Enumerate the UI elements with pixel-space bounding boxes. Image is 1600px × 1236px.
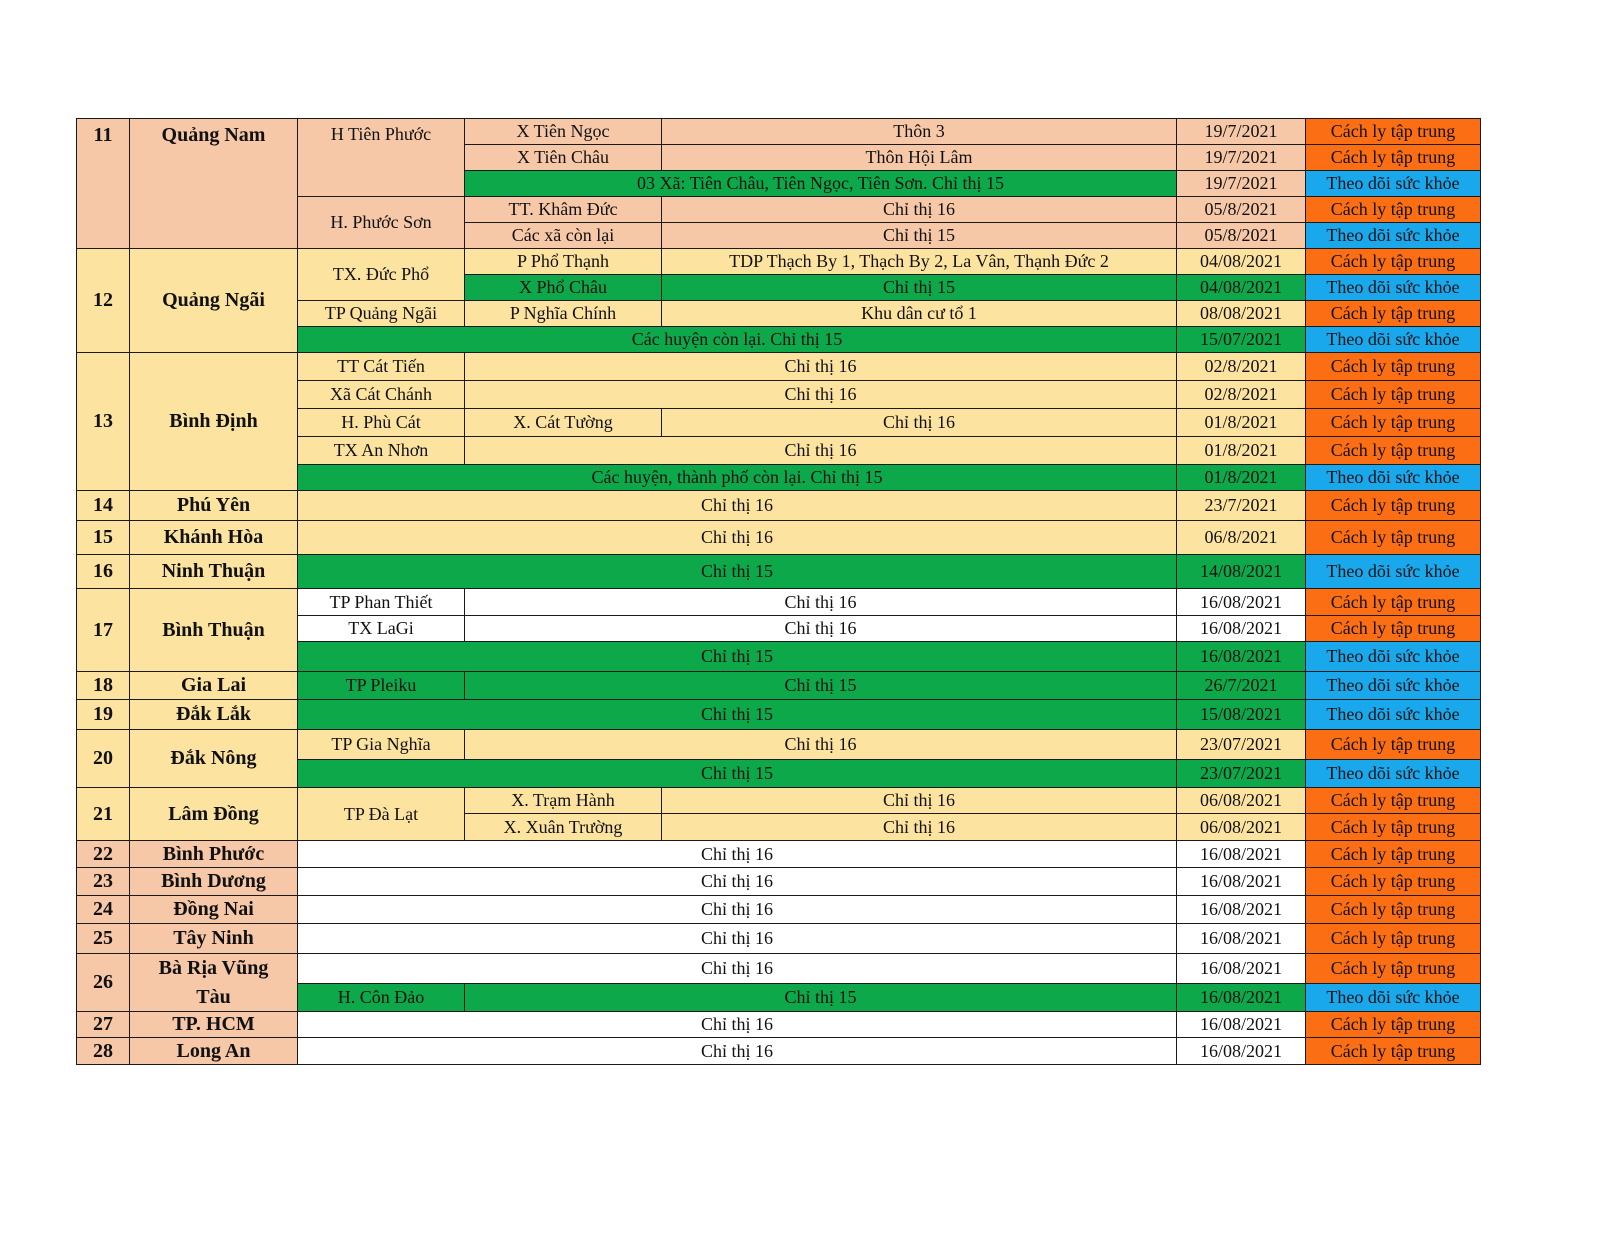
- status-cell: Cách ly tập trung: [1305, 615, 1481, 642]
- effective-date-cell: 19/7/2021: [1176, 144, 1306, 171]
- measure-detail-cell: Chỉ thị 16: [297, 923, 1177, 954]
- district-cell: TP Phan Thiết: [297, 588, 465, 616]
- province-name-cell: Khánh Hòa: [129, 520, 298, 555]
- measure-detail-cell: Chỉ thị 16: [464, 352, 1177, 381]
- province-measures-table: [76, 118, 1512, 1090]
- status-cell: Cách ly tập trung: [1305, 729, 1481, 760]
- measure-detail-cell: Chỉ thị 15: [464, 671, 1177, 700]
- row-number-cell: 27: [76, 1011, 130, 1038]
- province-name-cell: Tây Ninh: [129, 923, 298, 954]
- effective-date-cell: 23/07/2021: [1176, 759, 1306, 788]
- status-cell: Theo dõi sức khỏe: [1305, 699, 1481, 730]
- measure-detail-cell: Các huyện, thành phố còn lại. Chỉ thị 15: [297, 464, 1177, 491]
- measure-detail-cell: Chỉ thị 16: [297, 1011, 1177, 1038]
- status-cell: Cách ly tập trung: [1305, 248, 1481, 275]
- measure-detail-cell: Chỉ thị 16: [297, 867, 1177, 896]
- row-number-cell: 20: [76, 729, 130, 788]
- effective-date-cell: 16/08/2021: [1176, 615, 1306, 642]
- province-name-cell: Phú Yên: [129, 490, 298, 521]
- measure-detail-cell: Chỉ thị 15: [661, 222, 1177, 249]
- measure-detail-cell: Chỉ thị 15: [661, 274, 1177, 301]
- measure-detail-cell: Chỉ thị 16: [297, 520, 1177, 555]
- effective-date-cell: 16/08/2021: [1176, 867, 1306, 896]
- measure-detail-cell: Các huyện còn lại. Chỉ thị 15: [297, 326, 1177, 353]
- measure-detail-cell: Chỉ thị 16: [661, 196, 1177, 223]
- status-cell: Cách ly tập trung: [1305, 380, 1481, 409]
- commune-cell: P Phổ Thạnh: [464, 248, 662, 275]
- row-number-cell: 24: [76, 895, 130, 924]
- province-name-cell: Ninh Thuận: [129, 554, 298, 589]
- status-cell: Cách ly tập trung: [1305, 300, 1481, 327]
- effective-date-cell: 01/8/2021: [1176, 436, 1306, 465]
- row-number-cell: 14: [76, 490, 130, 521]
- measure-detail-cell: Chỉ thị 16: [297, 895, 1177, 924]
- row-number-cell: 15: [76, 520, 130, 555]
- province-name-cell: Bình Định: [129, 352, 298, 491]
- district-cell: TP Pleiku: [297, 671, 465, 700]
- district-cell: TP Gia Nghĩa: [297, 729, 465, 760]
- measure-detail-cell: Chỉ thị 16: [297, 490, 1177, 521]
- measure-detail-cell: Chỉ thị 15: [464, 983, 1177, 1012]
- row-number-cell: 19: [76, 699, 130, 730]
- measure-detail-cell: Chỉ thị 15: [297, 641, 1177, 672]
- status-cell: Cách ly tập trung: [1305, 588, 1481, 616]
- status-cell: Cách ly tập trung: [1305, 1037, 1481, 1065]
- effective-date-cell: 16/08/2021: [1176, 588, 1306, 616]
- measure-detail-cell: Chỉ thị 15: [297, 554, 1177, 589]
- effective-date-cell: 14/08/2021: [1176, 554, 1306, 589]
- row-number-cell: 18: [76, 671, 130, 700]
- district-cell: H Tiên Phước: [297, 118, 465, 197]
- province-name-cell: Quảng Ngãi: [129, 248, 298, 353]
- status-cell: Theo dõi sức khỏe: [1305, 759, 1481, 788]
- district-cell: H. Phù Cát: [297, 408, 465, 437]
- status-cell: Cách ly tập trung: [1305, 196, 1481, 223]
- effective-date-cell: 04/08/2021: [1176, 274, 1306, 301]
- district-cell: H. Côn Đảo: [297, 983, 465, 1012]
- measure-detail-cell: Chỉ thị 15: [297, 759, 1177, 788]
- effective-date-cell: 16/08/2021: [1176, 953, 1306, 984]
- effective-date-cell: 16/08/2021: [1176, 1037, 1306, 1065]
- status-cell: Theo dõi sức khỏe: [1305, 671, 1481, 700]
- effective-date-cell: 16/08/2021: [1176, 923, 1306, 954]
- province-name-cell: Quảng Nam: [129, 118, 298, 249]
- effective-date-cell: 19/7/2021: [1176, 118, 1306, 145]
- commune-cell: X Phổ Châu: [464, 274, 662, 301]
- measure-detail-cell: Chỉ thị 16: [661, 408, 1177, 437]
- status-cell: Cách ly tập trung: [1305, 490, 1481, 521]
- status-cell: Cách ly tập trung: [1305, 408, 1481, 437]
- measure-detail-cell: Chỉ thị 16: [297, 1037, 1177, 1065]
- effective-date-cell: 16/08/2021: [1176, 983, 1306, 1012]
- province-name-cell: TP. HCM: [129, 1011, 298, 1038]
- status-cell: Theo dõi sức khỏe: [1305, 274, 1481, 301]
- commune-cell: TT. Khâm Đức: [464, 196, 662, 223]
- status-cell: Theo dõi sức khỏe: [1305, 554, 1481, 589]
- row-number-cell: 13: [76, 352, 130, 491]
- effective-date-cell: 15/08/2021: [1176, 699, 1306, 730]
- effective-date-cell: 16/08/2021: [1176, 895, 1306, 924]
- row-number-cell: 26: [76, 953, 130, 1012]
- status-cell: Theo dõi sức khỏe: [1305, 326, 1481, 353]
- province-name-cell: Lâm Đồng: [129, 787, 298, 841]
- effective-date-cell: 01/8/2021: [1176, 408, 1306, 437]
- effective-date-cell: 06/08/2021: [1176, 813, 1306, 841]
- status-cell: Theo dõi sức khỏe: [1305, 464, 1481, 491]
- row-number-cell: 11: [76, 118, 130, 249]
- effective-date-cell: 19/7/2021: [1176, 170, 1306, 197]
- district-cell: TX An Nhơn: [297, 436, 465, 465]
- effective-date-cell: 26/7/2021: [1176, 671, 1306, 700]
- district-cell: TX. Đức Phổ: [297, 248, 465, 301]
- commune-cell: X. Trạm Hành: [464, 787, 662, 814]
- province-name-cell: Bình Dương: [129, 867, 298, 896]
- row-number-cell: 21: [76, 787, 130, 841]
- effective-date-cell: 16/08/2021: [1176, 1011, 1306, 1038]
- effective-date-cell: 23/7/2021: [1176, 490, 1306, 521]
- measure-detail-cell: Chỉ thị 16: [464, 729, 1177, 760]
- measure-detail-cell: Chỉ thị 15: [297, 699, 1177, 730]
- status-cell: Theo dõi sức khỏe: [1305, 983, 1481, 1012]
- effective-date-cell: 05/8/2021: [1176, 196, 1306, 223]
- status-cell: Cách ly tập trung: [1305, 813, 1481, 841]
- measure-detail-cell: TDP Thạch By 1, Thạch By 2, La Vân, Thạnh Đức 2: [661, 248, 1177, 275]
- effective-date-cell: 01/8/2021: [1176, 464, 1306, 491]
- province-name-cell: Bình Thuận: [129, 588, 298, 672]
- measure-detail-cell: Chỉ thị 16: [661, 787, 1177, 814]
- measure-detail-cell: Thôn 3: [661, 118, 1177, 145]
- commune-cell: X. Xuân Trường: [464, 813, 662, 841]
- status-cell: Cách ly tập trung: [1305, 953, 1481, 984]
- status-cell: Cách ly tập trung: [1305, 118, 1481, 145]
- effective-date-cell: 06/08/2021: [1176, 787, 1306, 814]
- effective-date-cell: 04/08/2021: [1176, 248, 1306, 275]
- district-cell: H. Phước Sơn: [297, 196, 465, 249]
- row-number-cell: 22: [76, 840, 130, 868]
- commune-cell: P Nghĩa Chính: [464, 300, 662, 327]
- effective-date-cell: 02/8/2021: [1176, 352, 1306, 381]
- effective-date-cell: 08/08/2021: [1176, 300, 1306, 327]
- measure-detail-cell: Thôn Hội Lâm: [661, 144, 1177, 171]
- status-cell: Theo dõi sức khỏe: [1305, 222, 1481, 249]
- effective-date-cell: 06/8/2021: [1176, 520, 1306, 555]
- district-cell: TX LaGi: [297, 615, 465, 642]
- effective-date-cell: 23/07/2021: [1176, 729, 1306, 760]
- status-cell: Cách ly tập trung: [1305, 867, 1481, 896]
- row-number-cell: 25: [76, 923, 130, 954]
- status-cell: Cách ly tập trung: [1305, 923, 1481, 954]
- measure-detail-cell: Chỉ thị 16: [464, 436, 1177, 465]
- status-cell: Theo dõi sức khỏe: [1305, 170, 1481, 197]
- status-cell: Cách ly tập trung: [1305, 144, 1481, 171]
- measure-detail-cell: Chỉ thị 16: [661, 813, 1177, 841]
- province-name-cell: Đồng Nai: [129, 895, 298, 924]
- effective-date-cell: 15/07/2021: [1176, 326, 1306, 353]
- status-cell: Theo dõi sức khỏe: [1305, 641, 1481, 672]
- province-name-cell: Đắk Lắk: [129, 699, 298, 730]
- status-cell: Cách ly tập trung: [1305, 436, 1481, 465]
- district-cell: Xã Cát Chánh: [297, 380, 465, 409]
- commune-cell: Các xã còn lại: [464, 222, 662, 249]
- measure-detail-cell: Chỉ thị 16: [297, 840, 1177, 868]
- row-number-cell: 28: [76, 1037, 130, 1065]
- status-cell: Cách ly tập trung: [1305, 352, 1481, 381]
- district-cell: TP Quảng Ngãi: [297, 300, 465, 327]
- province-name-cell: Bà Rịa Vũng Tàu: [129, 953, 298, 1012]
- row-number-cell: 12: [76, 248, 130, 353]
- measure-detail-cell: 03 Xã: Tiên Châu, Tiên Ngọc, Tiên Sơn. Chỉ thị 15: [464, 170, 1177, 197]
- measure-detail-cell: Chỉ thị 16: [464, 615, 1177, 642]
- status-cell: Cách ly tập trung: [1305, 840, 1481, 868]
- row-number-cell: 17: [76, 588, 130, 672]
- effective-date-cell: 16/08/2021: [1176, 840, 1306, 868]
- measure-detail-cell: Chỉ thị 16: [464, 588, 1177, 616]
- commune-cell: X. Cát Tường: [464, 408, 662, 437]
- district-cell: TP Đà Lạt: [297, 787, 465, 841]
- district-cell: TT Cát Tiến: [297, 352, 465, 381]
- measure-detail-cell: Khu dân cư tổ 1: [661, 300, 1177, 327]
- province-name-cell: Gia Lai: [129, 671, 298, 700]
- province-name-cell: Đắk Nông: [129, 729, 298, 788]
- measure-detail-cell: Chỉ thị 16: [297, 953, 1177, 984]
- status-cell: Cách ly tập trung: [1305, 1011, 1481, 1038]
- status-cell: Cách ly tập trung: [1305, 895, 1481, 924]
- effective-date-cell: 02/8/2021: [1176, 380, 1306, 409]
- row-number-cell: 23: [76, 867, 130, 896]
- commune-cell: X Tiên Châu: [464, 144, 662, 171]
- commune-cell: X Tiên Ngọc: [464, 118, 662, 145]
- province-name-cell: Long An: [129, 1037, 298, 1065]
- effective-date-cell: 05/8/2021: [1176, 222, 1306, 249]
- row-number-cell: 16: [76, 554, 130, 589]
- status-cell: Cách ly tập trung: [1305, 520, 1481, 555]
- province-name-cell: Bình Phước: [129, 840, 298, 868]
- status-cell: Cách ly tập trung: [1305, 787, 1481, 814]
- effective-date-cell: 16/08/2021: [1176, 641, 1306, 672]
- measure-detail-cell: Chỉ thị 16: [464, 380, 1177, 409]
